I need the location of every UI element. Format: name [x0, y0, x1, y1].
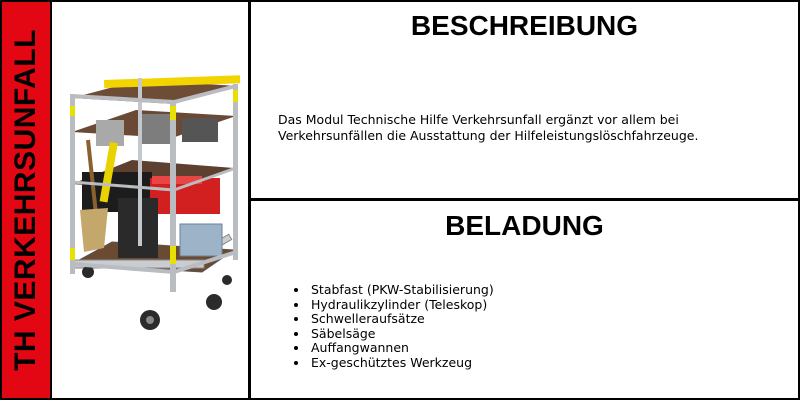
beladung-section [251, 201, 798, 398]
beschreibung-heading: BESCHREIBUNG [410, 10, 639, 41]
module-cart-icon [52, 2, 248, 398]
side-title: TH VERKEHRSUNFALL [9, 29, 42, 371]
beladung-heading: BELADUNG [445, 210, 604, 241]
photo-panel [52, 2, 251, 398]
beschreibung-section [251, 2, 798, 201]
list-item: • Ex-geschütztes Werkzeug [309, 356, 494, 371]
list-item: • Stabfast (PKW-Stabilisierung) [309, 283, 494, 298]
beschreibung-text: Das Modul Technische Hilfe Verkehrsunfall ergänzt vor allem bei Verkehrsunfällen die Ausstattung der Hilfeleistungslöschfahrzeuge. [278, 112, 699, 143]
side-strip [2, 2, 52, 398]
list-item: • Schwelleraufsätze [309, 312, 494, 327]
list-item: • Auffangwannen [309, 341, 494, 356]
list-item: • Säbelsäge [309, 327, 494, 342]
list-item: • Hydraulikzylinder (Teleskop) [309, 298, 494, 313]
beladung-list [287, 283, 494, 370]
